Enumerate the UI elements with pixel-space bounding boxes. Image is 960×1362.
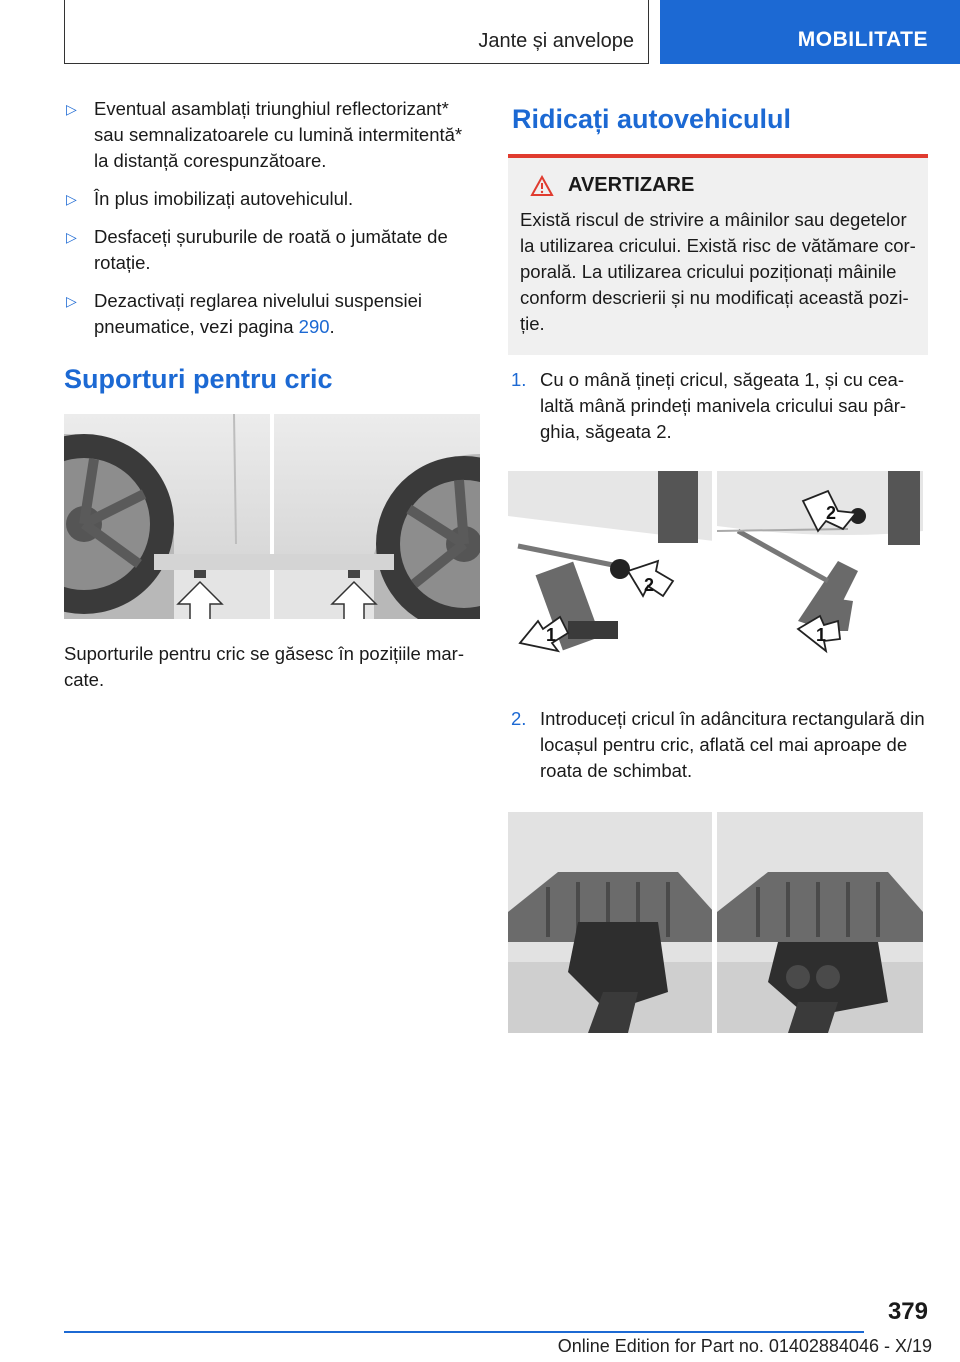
triangle-bullet-icon: ▷ bbox=[66, 101, 77, 117]
arrow-label: 1 bbox=[816, 625, 827, 645]
page-reference-link[interactable]: 290 bbox=[298, 316, 330, 337]
triangle-bullet-icon: ▷ bbox=[66, 293, 77, 309]
warning-title: AVERTIZARE bbox=[568, 174, 695, 196]
header-chapter-tab[interactable] bbox=[660, 0, 960, 64]
list-item: ▷ În plus imobilizați autovehiculul. bbox=[64, 186, 480, 212]
arrow-label: 2 bbox=[644, 575, 655, 595]
list-item: ▷ Dezactivați reglarea nivelului suspensiei pneumatice, vezi pagina 290. bbox=[66, 290, 423, 337]
section-heading-lift-vehicle: Ridicați autovehiculul bbox=[512, 104, 792, 134]
list-item: 1. Cu o mână țineți cricul, săgeata 1, și cu cealaltă mână prindeți manivela cricului sau pârghia, săgeata 2. bbox=[511, 369, 907, 442]
triangle-bullet-icon: ▷ bbox=[66, 229, 77, 245]
jack-handling-illustration bbox=[508, 471, 923, 664]
right-column bbox=[508, 96, 928, 1033]
triangle-bullet-icon: ▷ bbox=[66, 191, 77, 207]
jack-seat-illustration bbox=[508, 812, 923, 1033]
step-number: 2. bbox=[511, 708, 527, 729]
jack-points-image bbox=[64, 414, 480, 619]
steps-list bbox=[508, 367, 928, 445]
bullet-list bbox=[64, 96, 480, 340]
jack-handling-image bbox=[508, 471, 923, 664]
left-column bbox=[64, 96, 480, 693]
arrow-label: 2 bbox=[826, 503, 837, 523]
jack-seat-image bbox=[508, 812, 923, 1033]
warning-text: Există riscul de strivire a mâinilor sau degetelor la utilizarea cricului. Există risc de vătămare corporală. La utilizarea cricului poziționați mâinile conform descrierii și nu modificați această poziție. bbox=[520, 209, 916, 334]
jack-points-caption: Suporturile pentru cric se găsesc în pozițiile marcate. bbox=[64, 643, 464, 690]
header-chapter-label: MOBILITATE bbox=[797, 28, 928, 51]
header-section-box bbox=[64, 0, 649, 64]
footer-edition: Online Edition for Part no. 01402884046 - X/19 bbox=[557, 1336, 932, 1356]
footer-divider bbox=[64, 1331, 864, 1333]
page-number: 379 bbox=[887, 1298, 928, 1325]
steps-list bbox=[508, 706, 928, 784]
warning-box bbox=[508, 154, 928, 355]
list-item: ▷ Eventual asamblați triunghiul reflectorizant* sau semnalizatoarele cu lumină intermitentă* la distanță corespunzătoare. bbox=[66, 98, 463, 171]
arrow-label: 1 bbox=[546, 625, 557, 645]
car-side-illustration bbox=[64, 414, 480, 619]
section-heading-jack-points: Suporturi pentru cric bbox=[64, 364, 333, 394]
list-item: 2. Introduceți cricul în adâncitura rectangulară din locașul pentru cric, aflată cel mai aproape de roata de schimbat. bbox=[511, 708, 925, 781]
step-number: 1. bbox=[511, 369, 527, 390]
list-item: ▷ Desfaceți șuruburile de roată o jumătate de rotație. bbox=[66, 226, 448, 273]
warning-triangle-icon bbox=[530, 175, 554, 197]
header-section-title: Jante și anvelope bbox=[478, 30, 634, 52]
